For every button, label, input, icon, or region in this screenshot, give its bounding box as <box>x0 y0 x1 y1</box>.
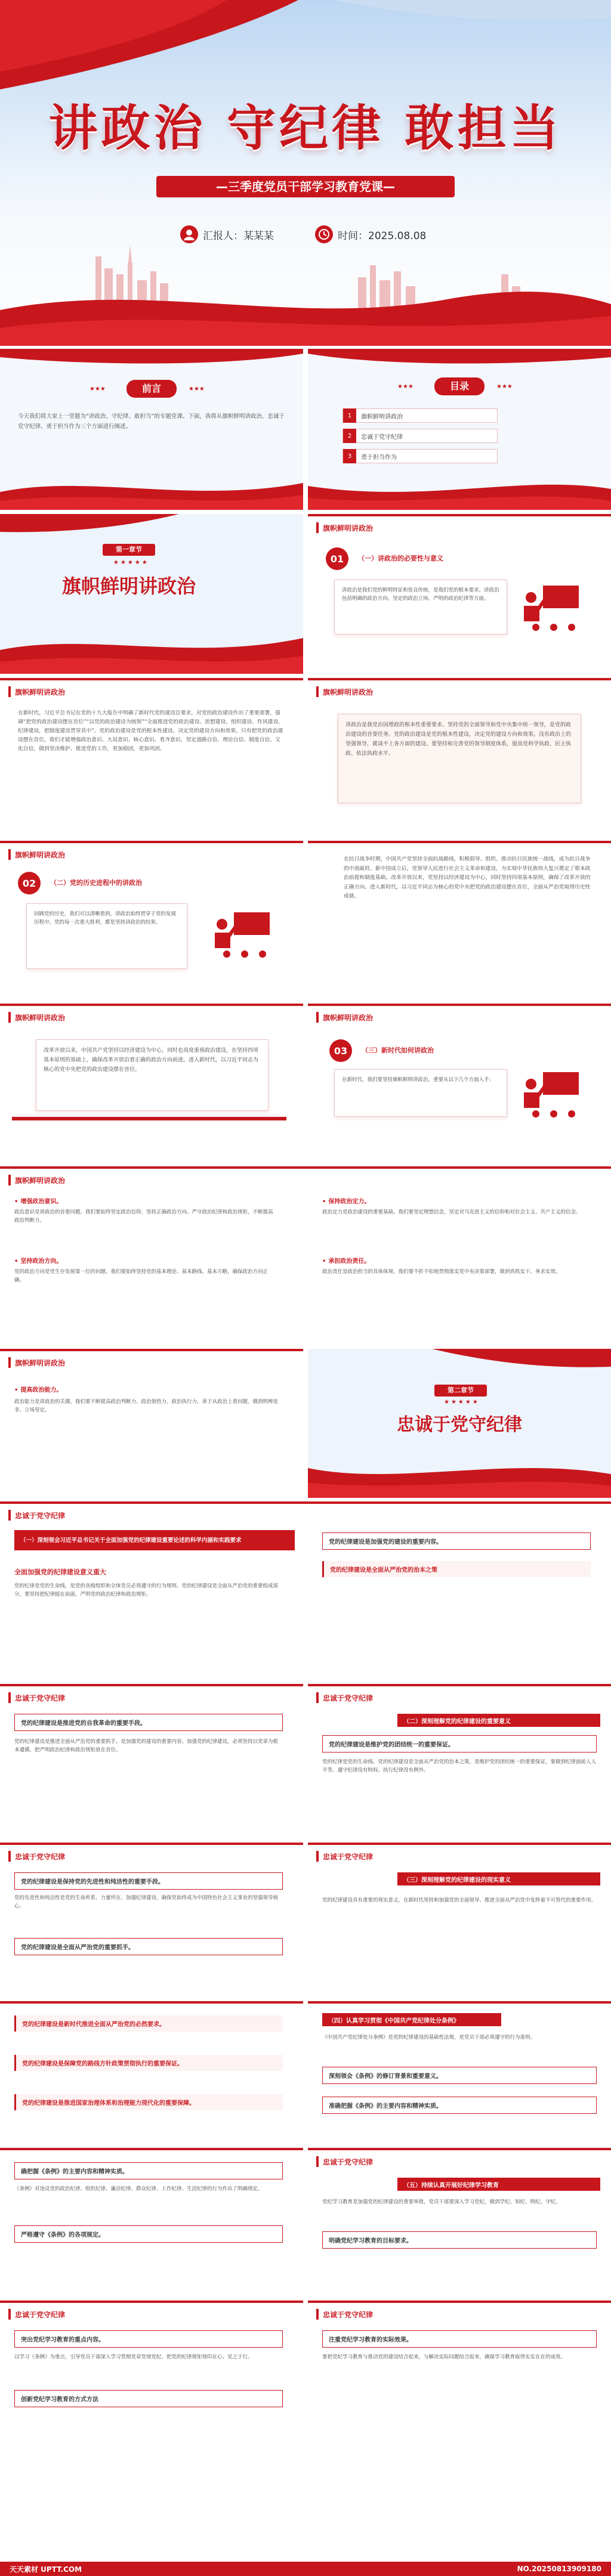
topic-highlight: 党的纪律建设是推进国家治理体系和治理能力现代化的重要保障。 <box>14 2094 283 2110</box>
point-text: 政治责任是政治担当的具体体现。我们要不折不扣地贯彻落实党中央决策部署，做到真抓实干、务求实效。 <box>322 1269 561 1275</box>
header-label: 旗帜鲜明讲政治 <box>15 1176 66 1185</box>
section1-stars: ★★★★★ <box>113 559 149 566</box>
topic-box: 深刻领会《条例》的修订背景和重要意义。 <box>322 2067 597 2084</box>
content-text: 讲政治是我党治国理政的根本性重要要求。坚持党的全面领导和党中央集中统一领导，是党的政治建设的首要任务。党的政治建设是党的根本性建设，决定党的建设方向和效果。没有政治上的坚强领导，就谈不上各方面的建设。要坚持和完善党的领导制度体系，提高党科学执政、民主执政、依法执政水平。 <box>345 722 572 757</box>
watermark-id: NO.20250813909180 <box>517 2565 601 2573</box>
content-box <box>338 714 581 803</box>
slide-text-1 <box>0 678 303 837</box>
time-label: 时间：2025.08.08 <box>338 230 427 242</box>
preface-stars: ★★★ <box>90 386 106 392</box>
slide-header <box>316 2154 373 2169</box>
point-title: • 增强政治意识。 <box>14 1196 62 1205</box>
section2-label: 第二章节 <box>434 1385 487 1397</box>
slide-history-text <box>308 841 611 999</box>
point-title: • 保持政治定力。 <box>322 1196 370 1205</box>
slide-reform <box>0 1004 303 1162</box>
topic-box: 准确把握《条例》的主要内容和精神实质。 <box>322 2097 597 2114</box>
point-title: • 提高政治能力。 <box>14 1385 62 1394</box>
lecture-icon <box>209 906 280 966</box>
content-text: 在新时代，我们要坚持旗帜鲜明讲政治，重要从以下几个方面入手： <box>342 1077 495 1083</box>
slide-text-2 <box>308 678 611 837</box>
slide-header <box>316 1690 373 1705</box>
section-num-badge: 01 <box>326 547 348 570</box>
section-bar: （一）深刻领会习近平总书记关于全面加强党的纪律建设重要论述的科学内涵和实践要求 <box>14 1530 295 1550</box>
header-label: 忠诚于党守纪律 <box>15 1693 66 1702</box>
point-text: 政治意识是讲政治的首要问题。我们要始终坚定政治信仰，坚持正确政治方向。严守政治纪律和政治规矩，不断提高政治判断力。 <box>14 1209 273 1224</box>
section-num-badge: 02 <box>18 872 41 894</box>
contents-num: 3 <box>343 449 356 463</box>
slide-newera <box>308 1004 611 1162</box>
topic-box: 党的纪律建设是加强党的建设的重要内容。 <box>322 1532 591 1550</box>
topic-box: 党的纪律建设是维护党的团结统一的重要保证。 <box>322 1735 597 1753</box>
header-label: 忠诚于党守纪律 <box>323 2310 374 2319</box>
section-bar: （五）持续认真开展好纪律学习教育 <box>397 2178 600 2191</box>
section-num-badge: 03 <box>329 1039 352 1062</box>
city-skyline-wave <box>0 239 611 346</box>
body-text: 以学习《条例》为重点，引导党员干部深入学习贯彻党章党规党纪，把党的纪律规矩刻印在心、见之于行。 <box>14 2354 253 2360</box>
topic-highlight: 党的纪律建设是新时代推进全面从严治党的必然要求。 <box>14 2015 283 2032</box>
slide-discipline-1 <box>0 1501 611 1680</box>
point-title: • 承担政治责任。 <box>322 1256 370 1265</box>
topic-box: 确把握《条例》的主要内容和精神实质。 <box>14 2162 283 2179</box>
header-label: 忠诚于党守纪律 <box>323 1693 374 1702</box>
cover-title: 讲政治 守纪律 敢担当 <box>48 100 563 157</box>
slide-header <box>8 1355 65 1370</box>
slide-discipline-2 <box>0 1684 303 1839</box>
body-text: 党的纪律是党的生命线，是党的各级组织和全体党员必须遵守的行为规则。党的纪律建设是全面从严治党的重要组成部分，要坚持把纪律挺在前面，严明党的政治纪律和政治规矩。 <box>14 1583 279 1597</box>
slide-header <box>316 1010 373 1025</box>
preface-title: 前言 <box>126 380 177 398</box>
content-box <box>334 1069 507 1117</box>
watermark-site: 天天素材 UPTT.COM <box>10 2565 82 2574</box>
section-bar: （四）认真学习贯彻《中国共产党纪律处分条例》 <box>322 2013 501 2026</box>
preface-text: 今天我们将大家上一堂题为“讲政治、守纪律、敢担当”的专题党课。下面，我将从旗帜鲜明讲政治、忠诚于党守纪律、勇于担当作为三个方面进行阐述。 <box>18 413 285 430</box>
topic-box: 党的纪律建设是推进党的自我革命的重要手段。 <box>14 1714 283 1731</box>
reporter-label: 汇报人：某某某 <box>203 230 274 242</box>
body-text: 在新时代，习近平总书记在党的十九大报告中明确了新时代党的建设总要求，对党的政治建设作出了重要部署，强调“把党的政治建设摆在首位”“以党的政治建设为统领”“全面推进党的政治建设、思想建设、组织建设、作风建设、纪律建设，把制度建设贯穿其中”。党的政治建设是党的根本性建设，决定党的建设方向和效果。只有把党的政治建设摆在首位，我们才能增强政治意识、大局意识、核心意识、看齐意识，坚定道路自信、理论自信、制度自信、文化自信，做到坚决维护、推进党的工作，更加稳固，更加巩固。 <box>18 710 284 752</box>
contents-label: 旗帜鲜明讲政治 <box>361 413 403 420</box>
watermark-footer <box>0 2562 611 2576</box>
divider <box>12 1117 286 1120</box>
header-label: 忠诚于党守纪律 <box>323 2157 374 2166</box>
slide-history <box>0 841 303 999</box>
body-text: 党的先进性和纯洁性是党的生命所系、力量所在。加强纪律建设，确保党始终成为中国特色社会主义事业的坚强领导核心。 <box>14 1895 279 1909</box>
body-text: 《条例》对违反党的政治纪律、组织纪律、廉洁纪律、群众纪律、工作纪律、生活纪律的行为作出了明确规定。 <box>14 2186 263 2192</box>
header-label: 旗帜鲜明讲政治 <box>15 1013 66 1022</box>
content-box <box>36 1039 269 1111</box>
preface-stars-right: ★★★ <box>189 386 205 392</box>
slide-education <box>308 2148 611 2297</box>
header-label: 旗帜鲜明讲政治 <box>15 688 66 696</box>
lecture-icon <box>518 580 590 639</box>
section1-slide <box>0 514 303 674</box>
slide-header <box>8 2306 65 2322</box>
topic-box: 突出党纪学习教育的重点内容。 <box>14 2330 283 2348</box>
section2-stars: ★★★★★ <box>444 1399 480 1405</box>
slide-capability <box>0 1349 303 1498</box>
header-label: 旗帜鲜明讲政治 <box>15 850 66 859</box>
header-label: 忠诚于党守纪律 <box>15 2310 66 2319</box>
body-text: 《中国共产党纪律处分条例》是党的纪律建设的基础性法规，是党员干部必须遵守的行为准则。 <box>322 2035 536 2041</box>
slide-header <box>8 847 65 862</box>
body-text: 党的纪律是党的生命线。党的纪律建设是全面从严治党的治本之策，是维护党的团结统一的重要保证，要做到纪律面前人人平等、遵守纪律没有特权、执行纪律没有例外。 <box>322 1759 597 1773</box>
topic-highlight: 党的纪律建设是全面从严治党的治本之策 <box>322 1561 591 1577</box>
slide-necessity <box>308 514 611 674</box>
header-label: 忠诚于党守纪律 <box>323 1852 374 1861</box>
contents-num: 2 <box>343 429 356 443</box>
topic-box: 严格遵守《条例》的各项规定。 <box>14 2225 283 2243</box>
header-label: 忠诚于党守纪律 <box>15 1511 66 1520</box>
subtopic-title: 全面加强党的纪律建设意义重大 <box>14 1568 106 1576</box>
body-text: 党纪学习教育是加强党的纪律建设的重要举措，党员干部要深入学习党纪，做到学纪、知纪、明纪、守纪。 <box>322 2199 561 2205</box>
contents-item[interactable] <box>342 408 498 423</box>
topic-box: 党的纪律建设是全面从严治党的重要抓手。 <box>14 1938 283 1955</box>
body-text: 在抗日战争时期，中国共产党坚持全面抗战路线，积极倡导、组织、推动抗日民族统一战线，成为抗日战争的中流砥柱。新中国成立后，党领导人民进行社会主义革命和建设，为实现中华民族伟大复兴奠定了根本政治前提和制度基础。改革开放以来，党坚持以经济建设为中心，同时坚持四项基本原则，确保了改革开放的正确方向。进入新时代，以习近平同志为核心的党中央把党的政治建设摆在首位，全面从严治党取得历史性成就。 <box>344 856 591 899</box>
topic-box: 创新党纪学习教育的方式方法 <box>14 2390 283 2407</box>
point-text: 政治能力是讲政治的关键。我们要不断提高政治判断力、政治领悟力、政治执行力，善于从政治上看问题，做到明辨是非、立场坚定。 <box>14 1399 279 1413</box>
contents-item[interactable] <box>342 449 498 463</box>
content-box <box>334 580 507 634</box>
point-text: 党的政治方向是党生存发展第一位的问题。我们要始终坚持党的基本理论、基本路线、基本方略，确保政治方向正确。 <box>14 1269 269 1283</box>
contents-title: 目录 <box>434 377 485 395</box>
contents-label: 勇于担当作为 <box>361 454 397 461</box>
section-heading: （三）新时代如何讲政治 <box>362 1046 434 1054</box>
slide-header <box>316 1849 373 1864</box>
slide-header <box>316 684 373 699</box>
slide-header <box>8 1507 65 1523</box>
section2-slide <box>308 1349 611 1498</box>
topic-highlight: 党的纪律建设是保障党的路线方针政策贯彻执行的重要保证。 <box>14 2055 283 2071</box>
contents-stars: ★★★ <box>397 383 413 390</box>
section-bar: （三）深刻理解党的纪律建设的现实意义 <box>397 1872 600 1885</box>
header-label: 旗帜鲜明讲政治 <box>15 1358 66 1367</box>
section-heading: （一）讲政治的必要性与意义 <box>358 555 443 562</box>
slide-header <box>8 1849 65 1864</box>
section1-title: 旗帜鲜明讲政治 <box>61 575 196 597</box>
topic-box: 明确党纪学习教育的目标要求。 <box>322 2231 597 2249</box>
slide-header <box>316 2306 373 2322</box>
slide-header <box>8 1010 65 1025</box>
topic-box: 注重党纪学习教育的实际效果。 <box>322 2330 597 2348</box>
point-text: 政治定力是政治建设的重要基础。我们要坚定理想信念，坚定对马克思主义的信仰和对社会主义、共产主义的信念。 <box>322 1209 581 1215</box>
header-label: 忠诚于党守纪律 <box>15 1852 66 1861</box>
slide-education-2 <box>0 2301 303 2557</box>
point-title: • 坚持政治方向。 <box>14 1256 62 1265</box>
slide-header <box>8 684 65 699</box>
contents-num: 1 <box>343 408 356 423</box>
contents-item[interactable] <box>342 429 498 443</box>
slide-regulation-2 <box>0 2148 303 2297</box>
content-text: 改革开放以来，中国共产党坚持以经济建设为中心，同时也高度重视政治建设，在坚持四项基本原则的基础上，确保改革开放沿着正确的政治方向前进。进入新时代，以习近平同志为核心的党中央把党的政治建设摆在首位。 <box>44 1048 259 1073</box>
body-text: 要把党纪学习教育与推动党的建设结合起来，与解决实际问题结合起来，确保学习教育取得实实在在的成效。 <box>322 2354 566 2360</box>
header-label: 旗帜鲜明讲政治 <box>323 1013 374 1022</box>
content-text: 回顾党的历史，我们可以清晰看到，讲政治始终贯穿于党的发展历程中。党的每一次重大胜利，都是坚持讲政治的结果。 <box>34 911 177 925</box>
lecture-icon <box>518 1066 590 1126</box>
section1-label: 第一章节 <box>103 544 155 556</box>
contents-label: 忠诚于党守纪律 <box>361 434 403 441</box>
top-red-flag <box>0 0 611 89</box>
content-box <box>26 903 187 969</box>
cover-slide <box>0 0 611 346</box>
slide-header <box>316 520 373 535</box>
section-bar: （二）深刻理解党的纪律建设的重要意义 <box>397 1714 600 1727</box>
slide-discipline-5 <box>308 1843 611 1998</box>
contents-slide <box>308 349 611 510</box>
slide-discipline-3 <box>308 1684 611 1839</box>
contents-list <box>342 408 498 463</box>
slide-four-points <box>0 1166 611 1345</box>
section-heading: （二）党的历史进程中的讲政治 <box>50 879 142 887</box>
cover-subtitle: —三季度党员干部学习教育党课— <box>156 176 455 197</box>
header-label: 旗帜鲜明讲政治 <box>323 688 374 696</box>
slide-header <box>8 1172 65 1188</box>
section2-title: 忠诚于党守纪律 <box>397 1414 522 1435</box>
content-text: 讲政治是我们党的鲜明特征和优良传统，是我们党的根本要求。讲政治包括明确的政治方向、坚定的政治立场、严明的政治纪律等方面。 <box>342 587 499 602</box>
slide-discipline-6 <box>0 2001 303 2144</box>
body-text: 党的纪律建设具有重要的现实意义，在新时代坚持和加强党的全面领导、推进全面从严治党中发挥着不可替代的重要作用。 <box>322 1897 597 1903</box>
topic-box: 党的纪律建设是保持党的先进性和纯洁性的重要手段。 <box>14 1872 283 1890</box>
slide-regulation <box>308 2001 611 2144</box>
preface-slide <box>0 349 303 510</box>
contents-stars-right: ★★★ <box>496 383 513 390</box>
slide-education-3 <box>308 2301 611 2557</box>
header-label: 旗帜鲜明讲政治 <box>323 524 374 532</box>
body-text: 党的纪律建设是推进全面从严治党的重要抓手，是加强党的建设的重要内容。加强党的纪律建设，必须坚持以党章为根本遵循，把严明政治纪律和政治规矩放在首位。 <box>14 1739 279 1753</box>
slide-header <box>8 1690 65 1705</box>
slide-discipline-4 <box>0 1843 303 1998</box>
